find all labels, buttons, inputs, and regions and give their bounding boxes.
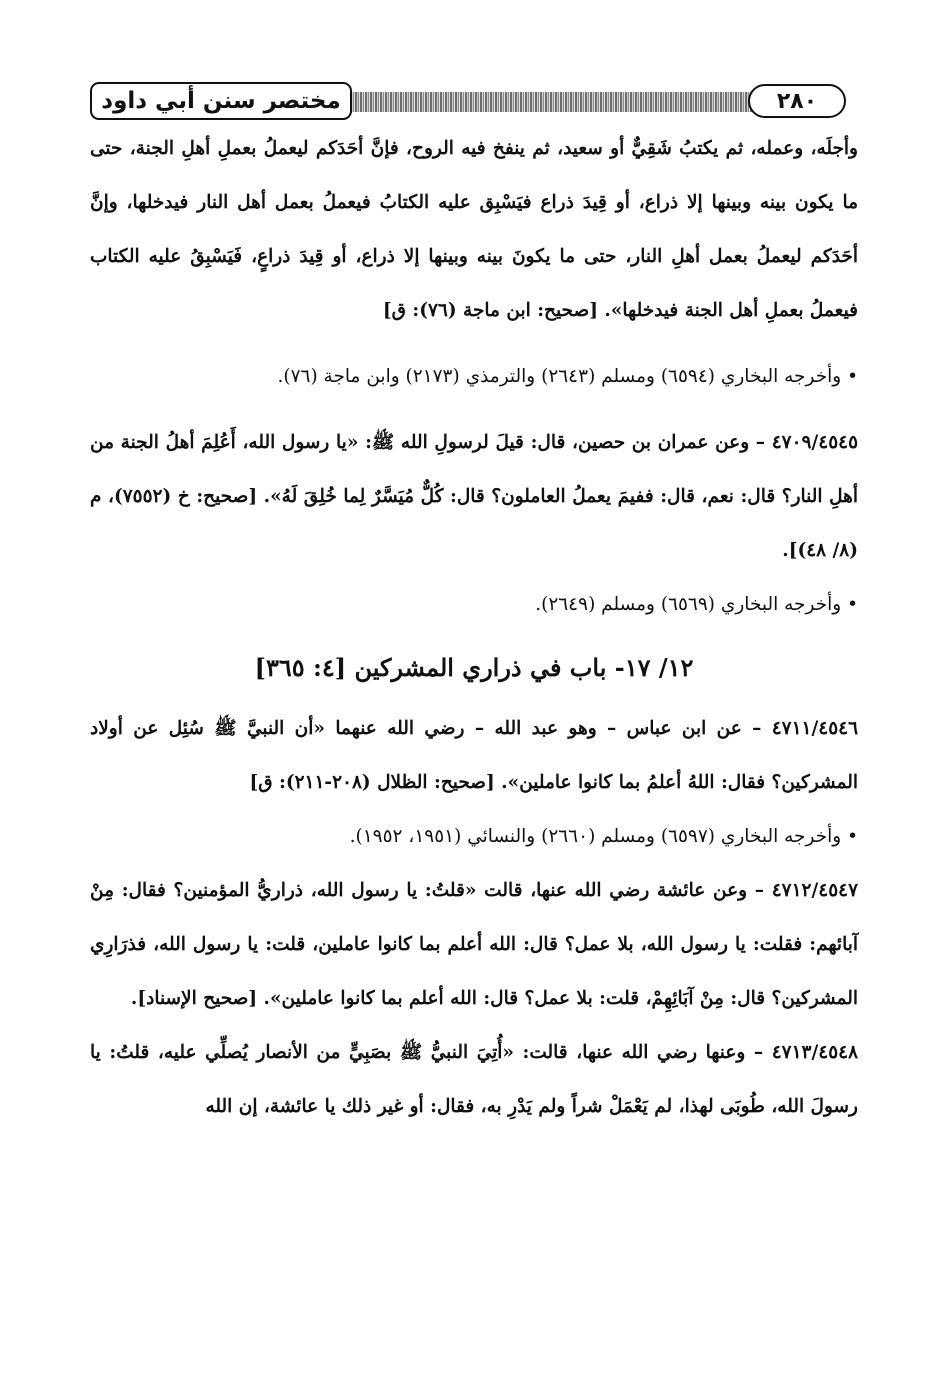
- paragraph-text: – وعن عائشة رضي الله عنها، قالت «قلتُ: يا رسول الله، ذراريُّ المؤمنين؟ فقال: مِنْ آبائهم: فقلت: يا رسول الله، بلا عمل؟ قال: الله أعلم بما كانوا عاملين، قلت: يا رسول الله، فذرَارِي المشركين؟ قال: مِنْ آبَائِهِمْ، قلت: بلا عمل؟ قال: الله أعلم بما كانوا عاملين». [صحيح الإسناد].: [90, 880, 858, 1009]
- paragraph-text: – وعن عمران بن حصين، قال: قيلَ لرسولِ الله ﷺ: «يا رسول الله، أَعُلِمَ أهلُ الجنة من أهلِ النار؟ قال: نعم، قال: ففيمَ يعملُ العاملون؟ قال: كُلٌّ مُيَسَّرٌ لِما خُلِقَ لَهُ». [صحيح: خ (٧٥٥٢)، م (٨/ ٤٨)].: [90, 432, 859, 561]
- hadith-number: ٤٧١٣/٤٥٤٨: [771, 1042, 858, 1063]
- paragraph-text: • وأخرجه البخاري (٦٥٩٤) ومسلم (٢٦٤٣) والترمذي (٢١٧٣) وابن ماجة (٧٦).: [277, 366, 858, 387]
- paragraph-takhrij-note: [90, 578, 858, 632]
- paragraph-hadith-4711: [90, 702, 858, 810]
- book-title: مختصر سنن أبي داود: [101, 88, 341, 114]
- paragraph-hadith-4713: [90, 1026, 858, 1134]
- hadith-number: ٤٧١٢/٤٥٤٧: [771, 880, 858, 901]
- chapter-heading: [90, 636, 858, 700]
- paragraph-text: • وأخرجه البخاري (٦٥٩٧) ومسلم (٢٦٦٠) والنسائي (١٩٥١، ١٩٥٢).: [349, 826, 858, 847]
- paragraph-text: وأجلَه، وعمله، ثم يكتبُ شَقِيٌّ أو سعيد، ثم ينفخ فيه الروح، فإنَّ أحَدَكم ليعملُ بعملِ أهلِ الجنة، حتى ما يكون بينه وبينها إلا ذراع، أو قِيدَ ذراع فيَسْبِق عليه الكتابُ فيعملُ بعمل أهل النار فيدخلها، وإنَّ أحَدَكم ليعملُ بعمل أهلِ النار، حتى ما يكونَ بينه وبينها إلا ذراع، أو قِيدَ ذراعٍ، فَيَسْبِقُ عليه الكتاب فيعملُ بعملِ أهل الجنة فيدخلها». [صحيح: ابن ماجة (٧٦): ق]: [90, 138, 858, 321]
- page-number: ٢٨٠: [776, 88, 818, 114]
- heading-text: ١٢/ ١٧- باب في ذراري المشركين [٤: ٣٦٥]: [254, 653, 694, 682]
- page-number-box: [748, 84, 846, 118]
- paragraph-hadith-continuation: [90, 122, 858, 338]
- hadith-number: ٤٧١١/٤٥٤٦: [771, 718, 858, 739]
- book-title-box: [90, 82, 352, 120]
- paragraph-text: – عن ابن عباس – وهو عبد الله – رضي الله عنهما «أن النبيَّ ﷺ سُئِل عن أولاد المشركين؟ فقال: اللهُ أعلمُ بما كانوا عاملين». [صحيح: الظلال (٢٠٨-٢١١): ق]: [90, 718, 858, 793]
- page-content: [90, 122, 858, 1134]
- paragraph-hadith-4712: [90, 864, 858, 1026]
- paragraph-hadith-4709: [90, 416, 858, 578]
- paragraph-text: • وأخرجه البخاري (٦٥٦٩) ومسلم (٢٦٤٩).: [535, 594, 858, 615]
- paragraph-takhrij-note: [90, 350, 858, 404]
- paragraph-text: – وعنها رضي الله عنها، قالت: «أُتِيَ النبيُّ ﷺ بصَبِيٍّ من الأنصار يُصلِّي عليه، قلتُ: يا رسولَ الله، طُوبَى لهذا، لم يَعْمَلْ شراً ولم يَدْرِ به، فقال: أو غير ذلك يا عائشة، إن الله: [90, 1042, 858, 1117]
- hadith-number: ٤٧٠٩/٤٥٤٥: [771, 432, 858, 453]
- paragraph-takhrij-note: [90, 810, 858, 864]
